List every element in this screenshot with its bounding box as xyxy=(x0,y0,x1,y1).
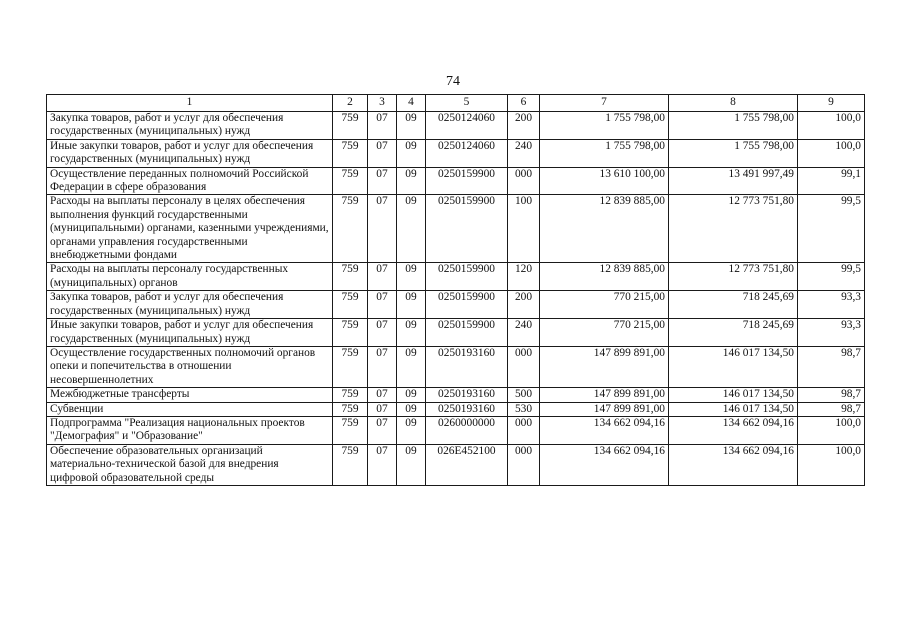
table-row xyxy=(47,167,865,195)
admin-code-cell: 759 xyxy=(333,112,368,140)
target-code-cell: 026E452100 xyxy=(426,444,508,485)
expense-type-cell: 000 xyxy=(508,167,540,195)
admin-code-cell: 759 xyxy=(333,346,368,387)
plan-amount-cell: 147 899 891,00 xyxy=(540,346,669,387)
percent-cell: 98,7 xyxy=(798,388,865,402)
target-code-cell: 0250193160 xyxy=(426,402,508,416)
table-row xyxy=(47,291,865,319)
target-code-cell: 0250159900 xyxy=(426,195,508,263)
col-header-2: 2 xyxy=(333,95,368,112)
plan-amount-cell: 1 755 798,00 xyxy=(540,139,669,167)
table-row xyxy=(47,319,865,347)
expense-type-cell: 240 xyxy=(508,139,540,167)
expense-type-cell: 200 xyxy=(508,291,540,319)
section-cell: 07 xyxy=(368,402,397,416)
plan-amount-cell: 12 839 885,00 xyxy=(540,263,669,291)
admin-code-cell: 759 xyxy=(333,402,368,416)
header-row xyxy=(47,95,865,112)
percent-cell: 98,7 xyxy=(798,346,865,387)
table-row xyxy=(47,112,865,140)
subsection-cell: 09 xyxy=(397,112,426,140)
row-name-cell: Осуществление переданных полномочий Российской Федерации в сфере образования xyxy=(47,167,333,195)
admin-code-cell: 759 xyxy=(333,291,368,319)
subsection-cell: 09 xyxy=(397,416,426,444)
admin-code-cell: 759 xyxy=(333,263,368,291)
table-row xyxy=(47,402,865,416)
expense-type-cell: 240 xyxy=(508,319,540,347)
section-cell: 07 xyxy=(368,263,397,291)
row-name-cell: Иные закупки товаров, работ и услуг для обеспечения государственных (муниципальных) нужд xyxy=(47,319,333,347)
target-code-cell: 0250124060 xyxy=(426,139,508,167)
target-code-cell: 0250159900 xyxy=(426,291,508,319)
table-row xyxy=(47,346,865,387)
col-header-1: 1 xyxy=(47,95,333,112)
subsection-cell: 09 xyxy=(397,195,426,263)
col-header-7: 7 xyxy=(540,95,669,112)
actual-amount-cell: 13 491 997,49 xyxy=(669,167,798,195)
col-header-8: 8 xyxy=(669,95,798,112)
subsection-cell: 09 xyxy=(397,319,426,347)
subsection-cell: 09 xyxy=(397,139,426,167)
target-code-cell: 0250159900 xyxy=(426,319,508,347)
target-code-cell: 0250193160 xyxy=(426,388,508,402)
percent-cell: 100,0 xyxy=(798,416,865,444)
target-code-cell: 0250159900 xyxy=(426,167,508,195)
section-cell: 07 xyxy=(368,167,397,195)
subsection-cell: 09 xyxy=(397,167,426,195)
col-header-6: 6 xyxy=(508,95,540,112)
col-header-9: 9 xyxy=(798,95,865,112)
actual-amount-cell: 146 017 134,50 xyxy=(669,388,798,402)
section-cell: 07 xyxy=(368,444,397,485)
section-cell: 07 xyxy=(368,388,397,402)
plan-amount-cell: 770 215,00 xyxy=(540,319,669,347)
section-cell: 07 xyxy=(368,416,397,444)
row-name-cell: Закупка товаров, работ и услуг для обеспечения государственных (муниципальных) нужд xyxy=(47,112,333,140)
actual-amount-cell: 1 755 798,00 xyxy=(669,139,798,167)
actual-amount-cell: 146 017 134,50 xyxy=(669,402,798,416)
subsection-cell: 09 xyxy=(397,444,426,485)
subsection-cell: 09 xyxy=(397,402,426,416)
plan-amount-cell: 1 755 798,00 xyxy=(540,112,669,140)
percent-cell: 98,7 xyxy=(798,402,865,416)
plan-amount-cell: 770 215,00 xyxy=(540,291,669,319)
subsection-cell: 09 xyxy=(397,291,426,319)
target-code-cell: 0250124060 xyxy=(426,112,508,140)
actual-amount-cell: 1 755 798,00 xyxy=(669,112,798,140)
admin-code-cell: 759 xyxy=(333,167,368,195)
expense-type-cell: 500 xyxy=(508,388,540,402)
section-cell: 07 xyxy=(368,319,397,347)
subsection-cell: 09 xyxy=(397,263,426,291)
expense-type-cell: 100 xyxy=(508,195,540,263)
section-cell: 07 xyxy=(368,195,397,263)
plan-amount-cell: 134 662 094,16 xyxy=(540,416,669,444)
col-header-5: 5 xyxy=(426,95,508,112)
target-code-cell: 0250193160 xyxy=(426,346,508,387)
row-name-cell: Межбюджетные трансферты xyxy=(47,388,333,402)
expense-type-cell: 120 xyxy=(508,263,540,291)
row-name-cell: Расходы на выплаты персоналу в целях обеспечения выполнения функций государственными (муниципальными) органами, казенными учреждениями, органами управления государственными внебюджетными фондами xyxy=(47,195,333,263)
section-cell: 07 xyxy=(368,112,397,140)
actual-amount-cell: 12 773 751,80 xyxy=(669,195,798,263)
percent-cell: 99,5 xyxy=(798,195,865,263)
plan-amount-cell: 147 899 891,00 xyxy=(540,388,669,402)
actual-amount-cell: 12 773 751,80 xyxy=(669,263,798,291)
actual-amount-cell: 718 245,69 xyxy=(669,319,798,347)
table-row xyxy=(47,195,865,263)
admin-code-cell: 759 xyxy=(333,388,368,402)
section-cell: 07 xyxy=(368,346,397,387)
admin-code-cell: 759 xyxy=(333,195,368,263)
percent-cell: 99,5 xyxy=(798,263,865,291)
row-name-cell: Иные закупки товаров, работ и услуг для обеспечения государственных (муниципальных) нужд xyxy=(47,139,333,167)
row-name-cell: Расходы на выплаты персоналу государственных (муниципальных) органов xyxy=(47,263,333,291)
row-name-cell: Обеспечение образовательных организаций материально-технической базой для внедрения цифровой образовательной среды xyxy=(47,444,333,485)
table-row xyxy=(47,444,865,485)
actual-amount-cell: 146 017 134,50 xyxy=(669,346,798,387)
table-row xyxy=(47,263,865,291)
plan-amount-cell: 147 899 891,00 xyxy=(540,402,669,416)
expense-type-cell: 200 xyxy=(508,112,540,140)
plan-amount-cell: 12 839 885,00 xyxy=(540,195,669,263)
section-cell: 07 xyxy=(368,139,397,167)
table-row xyxy=(47,388,865,402)
expense-type-cell: 530 xyxy=(508,402,540,416)
percent-cell: 100,0 xyxy=(798,444,865,485)
row-name-cell: Закупка товаров, работ и услуг для обеспечения государственных (муниципальных) нужд xyxy=(47,291,333,319)
admin-code-cell: 759 xyxy=(333,139,368,167)
table-row xyxy=(47,416,865,444)
percent-cell: 100,0 xyxy=(798,139,865,167)
target-code-cell: 0250159900 xyxy=(426,263,508,291)
actual-amount-cell: 134 662 094,16 xyxy=(669,444,798,485)
percent-cell: 99,1 xyxy=(798,167,865,195)
percent-cell: 93,3 xyxy=(798,319,865,347)
admin-code-cell: 759 xyxy=(333,444,368,485)
row-name-cell: Осуществление государственных полномочий органов опеки и попечительства в отношении несовершеннолетних xyxy=(47,346,333,387)
target-code-cell: 0260000000 xyxy=(426,416,508,444)
subsection-cell: 09 xyxy=(397,346,426,387)
expense-type-cell: 000 xyxy=(508,416,540,444)
row-name-cell: Субвенции xyxy=(47,402,333,416)
plan-amount-cell: 134 662 094,16 xyxy=(540,444,669,485)
budget-table xyxy=(46,94,865,486)
expense-type-cell: 000 xyxy=(508,346,540,387)
expense-type-cell: 000 xyxy=(508,444,540,485)
page-number: 74 xyxy=(446,74,460,89)
admin-code-cell: 759 xyxy=(333,319,368,347)
row-name-cell: Подпрограмма "Реализация национальных проектов "Демография" и "Образование" xyxy=(47,416,333,444)
col-header-4: 4 xyxy=(397,95,426,112)
col-header-3: 3 xyxy=(368,95,397,112)
table-row xyxy=(47,139,865,167)
percent-cell: 100,0 xyxy=(798,112,865,140)
actual-amount-cell: 134 662 094,16 xyxy=(669,416,798,444)
section-cell: 07 xyxy=(368,291,397,319)
admin-code-cell: 759 xyxy=(333,416,368,444)
subsection-cell: 09 xyxy=(397,388,426,402)
percent-cell: 93,3 xyxy=(798,291,865,319)
plan-amount-cell: 13 610 100,00 xyxy=(540,167,669,195)
actual-amount-cell: 718 245,69 xyxy=(669,291,798,319)
